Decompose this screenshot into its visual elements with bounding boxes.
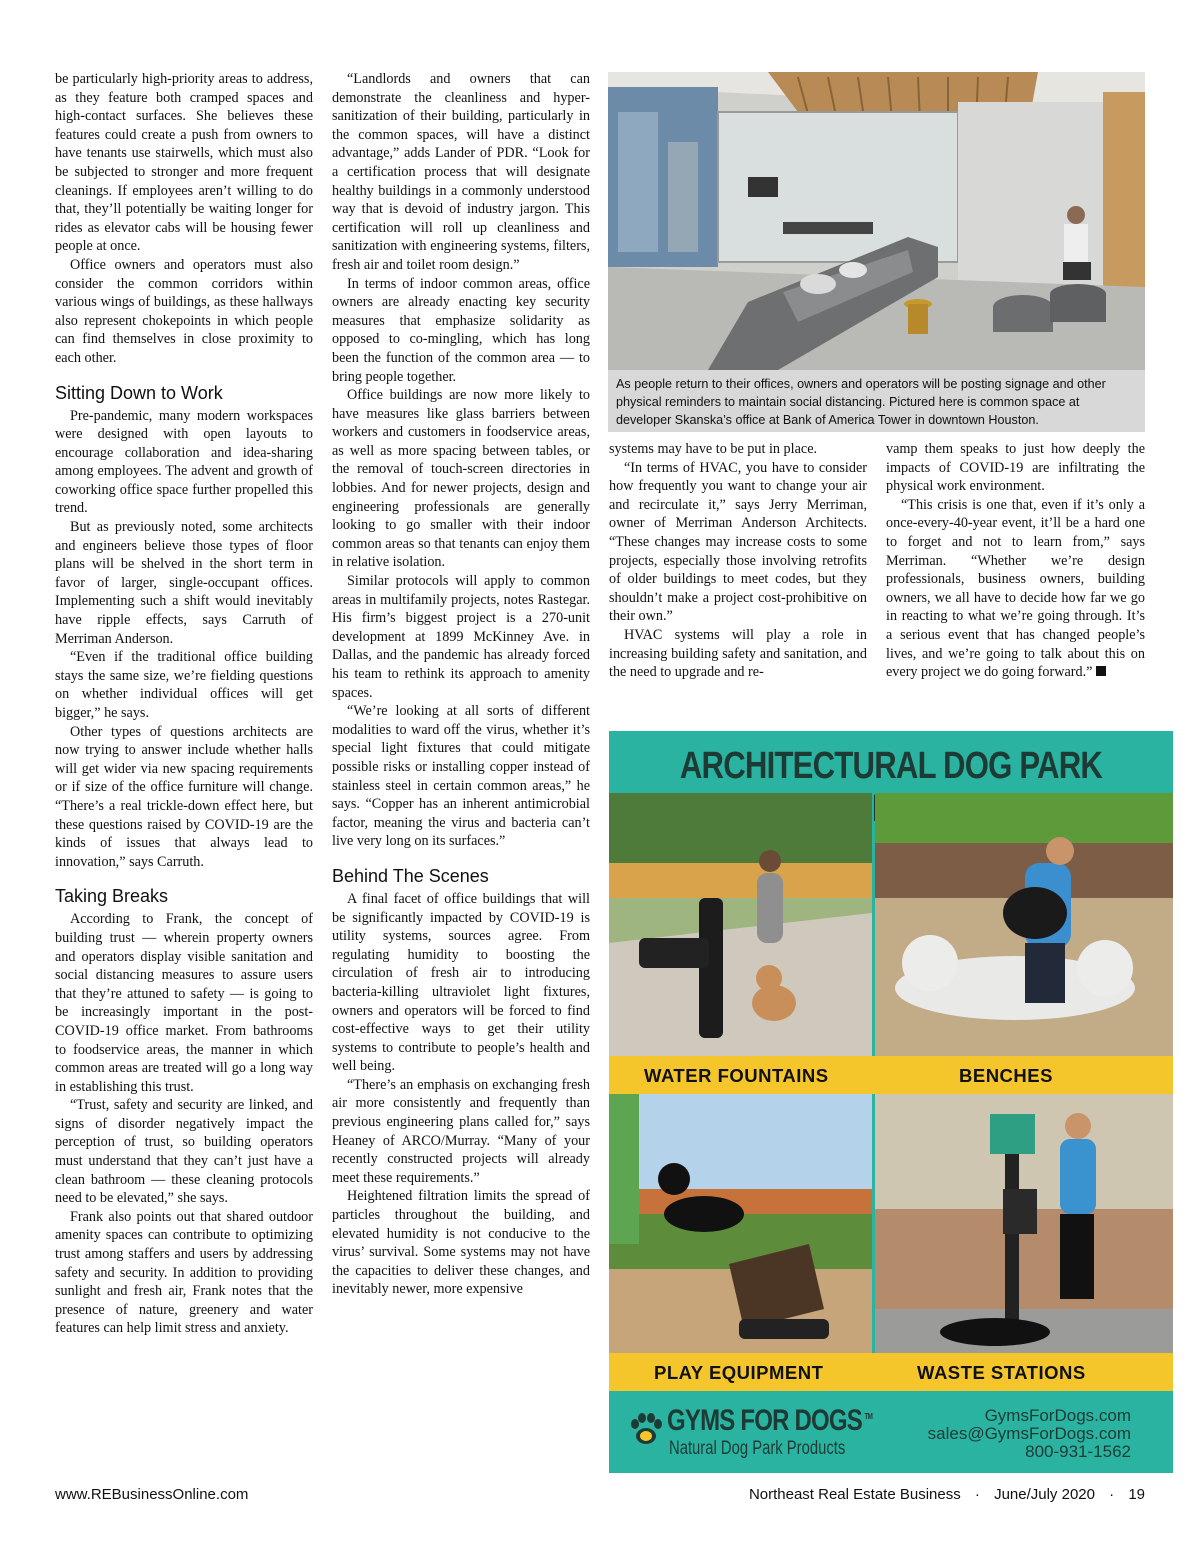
issue-date: June/July 2020 [994, 1486, 1095, 1503]
office-photo-illustration [608, 72, 1145, 370]
paragraph: Frank also points out that shared outdoor amenity spaces can contribute to optimizing trust among staffers and users by addressing safety and security. In addition to providing sunlight and fresh air, Frank notes that the presence of nature, greenery and water features can help limit stress and anxiety. [55, 1208, 313, 1337]
trademark: TM [864, 1412, 872, 1421]
paragraph: In terms of indoor common areas, office owners are already enacting key security measures that emphasize solidarity as opposed to co-mingling, which has long been the function of the common area — to bring people together. [332, 275, 590, 385]
paw-print-icon [627, 1410, 665, 1448]
paragraph: “In terms of HVAC, you have to consider how frequently you want to change your air and recirculate it,” says Jerry Merriman, owner of Merriman Anderson Architects. “These changes may increase costs to some projects, especially those involving retrofits of older buildings to meet codes, but they shouldn’t make a project cost-prohibitive on their own.” [609, 459, 867, 625]
paragraph: “Trust, safety and security are linked, and signs of disorder negatively impact the perception of trust, so building operators must understand that they can’t just have a clean bathroom — these cleaning protocols need to be elevated,” she says. [55, 1097, 313, 1207]
article-column-1 [55, 70, 313, 1338]
paragraph: be particularly high-priority areas to address, as they feature both cramped spaces and high-contact surfaces. She believes these features could create a push from owners to have tenants use stairwells, which must also be subjected to stronger and more frequent cleanings. If employees aren’t willing to do that, they’ll potentially be waiting longer for rides as elevator cabs will be housing fewer people at once. [55, 71, 313, 255]
article-column-3 [609, 440, 867, 682]
paragraph: Heightened filtration limits the spread of particles throughout the building, and elevated humidity is not conducive to the virus’ survival. Some systems may not have the capacities to deliver these changes, and inevitably newer, more expensive [332, 1188, 590, 1298]
end-mark-icon [1096, 666, 1106, 676]
section-heading: Taking Breaks [55, 886, 169, 907]
label-benches: BENCHES [959, 1065, 1053, 1086]
paragraph: “Landlords and owners that can demonstrate the cleanliness and hyper-sanitization of their building, particularly in the common spaces, will have a distinct advantage,” adds Lander of PDR. “Look for a certification process that will designate healthy buildings in a commonly understood way that is devoid of industry jargon. This certification will roll up cleanliness and sanitization with engineering systems, filters, fresh air and toilet room design.” [332, 71, 590, 273]
label-waste-stations: WASTE STATIONS [917, 1362, 1086, 1383]
ad-email-link[interactable]: sales@GymsForDogs.com [927, 1424, 1131, 1443]
paragraph: HVAC systems will play a role in increasing building safety and sanitation, and the need to upgrade and re- [609, 626, 867, 681]
paragraph-text: “This crisis is one that, even if it’s only a once-every-40-year event, it’ll be a hard one to forget and not to learn from,” says Merriman. “Whether we’re design professionals, business owners, building owners, we all have to decide how far we go in reacting to what we’re going through. It’s a serious event that has changed people’s lives, and we’re going to talk about this on every project we do going forward.” [886, 496, 1145, 681]
paragraph: “Even if the traditional office building stays the same size, we’re fielding questions on whether individual offices will get bigger,” he says. [55, 649, 313, 721]
brand-name: GYMS FOR DOGS [667, 1404, 862, 1437]
paragraph: Pre-pandemic, many modern workspaces were designed with open layouts to encourage collaboration and idea-sharing among employees. The advent and growth of coworking office space further propelled this trend. [55, 407, 313, 517]
publication-name: Northeast Real Estate Business [748, 1486, 961, 1503]
office-common-area-photo [608, 72, 1145, 370]
paragraph: Office owners and operators must also consider the common corridors within various wings of buildings, as these hallways also represent chokepoints in which people can find themselves in close proximity to each other. [55, 256, 313, 366]
separator: · [974, 1486, 980, 1503]
paragraph: A final facet of office buildings that will be significantly impacted by COVID-19 is utility systems, sources agree. From regulating humidity to boosting the circulation of fresh air to introducing bacteria-killing ultraviolet light fixtures, owners and operators will be forced to find cost-effective ways to get their utility systems to contribute to people’s health and well being. [332, 890, 590, 1075]
footer-website-link[interactable]: www.REBusinessOnline.com [55, 1486, 249, 1503]
label-play-equipment: PLAY EQUIPMENT [654, 1362, 824, 1383]
label-water-fountains: WATER FOUNTAINS [644, 1065, 829, 1086]
ad-label-band [609, 1353, 1173, 1391]
section-heading: Sitting Down to Work [55, 382, 223, 403]
paragraph: systems may have to be put in place. [609, 441, 818, 457]
photo-caption: As people return to their offices, owners and operators will be posting signage and other physical reminders to maintain social distancing. Pictured here is common space at developer Skanska’s office at Bank of America Tower in downtown Houston. [608, 370, 1145, 432]
gyms-for-dogs-logo [627, 1404, 877, 1464]
paragraph: vamp them speaks to just how deeply the impacts of COVID-19 are infiltrating the physical work environment. [886, 441, 1145, 495]
paragraph: “We’re looking at all sorts of different modalities to ward off the virus, whether it’s special light fixtures that could mitigate possible risks or installing copper instead of stainless steel in certain common areas,” he says. “Copper has an inherent antimicrobial factor, meaning the virus and bacteria can’t live very long on its surfaces.” [332, 703, 590, 850]
ad-label-band [609, 1056, 1173, 1094]
paragraph: But as previously noted, some architects and engineers believe those types of floor plans will be shelved in the short term in favor of larger, single-occupant offices. Implementing such a shift would inevitably have ripple effects, says Carruth of Merriman Anderson. [55, 519, 313, 647]
advertisement [609, 731, 1173, 1473]
ad-website-link[interactable]: GymsForDogs.com [984, 1406, 1131, 1425]
waste-station-photo [875, 1094, 1173, 1356]
ad-phone: 800-931-1562 [1025, 1442, 1131, 1461]
separator: · [1109, 1486, 1115, 1503]
play-equipment-photo [609, 1094, 872, 1356]
paragraph: “There’s an emphasis on exchanging fresh air more consistently and frequently than previous engineering plans called for,” says Heaney of ARCO/Murray. “Many of your recently constructed projects will already meet these requirements.” [332, 1076, 590, 1186]
paragraph: Similar protocols will apply to common areas in multifamily projects, notes Rastegar. His firm’s biggest project is a 270-unit development at 1899 McKinney Ave. in Dallas, and the pandemic has already forced his team to rethink its approach to amenity spaces. [332, 573, 590, 701]
section-heading: Behind The Scenes [332, 865, 489, 886]
page-number: 19 [1128, 1486, 1145, 1503]
paragraph [886, 496, 1145, 682]
water-fountain-photo [609, 793, 872, 1056]
footer-publication-info [749, 1486, 1145, 1503]
article-column-4 [886, 440, 1145, 682]
brand-tagline: Natural Dog Park Products [669, 1438, 846, 1459]
contact-block [928, 1407, 1131, 1461]
ad-title: ARCHITECTURAL DOG PARK [679, 745, 1103, 787]
paragraph: Other types of questions architects are now trying to answer include whether halls will get wider via new spacing requirements or if size of the office furniture will change. “There’s a real trickle-down effect here, but these questions raised by COVID-19 are the kinds of issues that always lead to innovation,” says Carruth. [55, 723, 313, 870]
paragraph: According to Frank, the concept of building trust — wherein property owners and operators display visible sanitation and social distancing measures to assure users that they’re attuned to safety — is going to be increasingly important in the post-COVID-19 office market. From bathrooms to foodservice areas, the manner in which common areas are treated will go a long way in establishing this trust. [55, 911, 313, 1095]
paragraph: Office buildings are now more likely to have measures like glass barriers between workers and customers in foodservice areas, as well as more spacing between tables, or the removal of touch-screen directories in lobbies. And for newer projects, design and engineering professionals are generally looking to go smaller with their indoor common areas so that tenants can enjoy them in relative isolation. [332, 387, 590, 571]
bench-photo [875, 793, 1173, 1056]
article-column-2 [332, 70, 590, 1299]
